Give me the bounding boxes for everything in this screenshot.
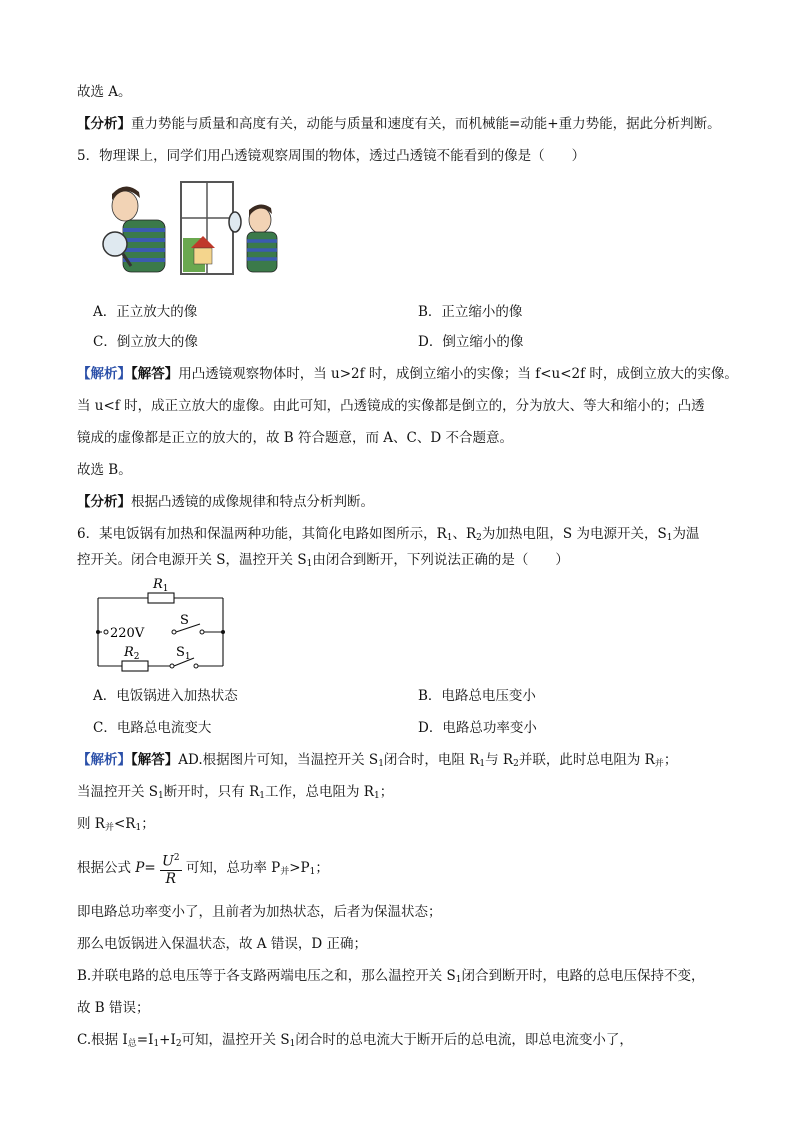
solution-6-line-6: 那么电饭锅进入保温状态，故 A 错误，D 正确； xyxy=(77,936,367,952)
solution-text: 用凸透镜观察物体时，当 u>2f 时，成倒立缩小的实像；当 f<u<2f 时，成倒立放大的实像。 xyxy=(178,366,738,382)
house-wall xyxy=(194,248,212,264)
solution-6-line-5: 即电路总功率变小了，且前者为加热状态，后者为保温状态； xyxy=(77,904,442,920)
circuit-diagram xyxy=(90,576,235,676)
label-r2: $R_2$ xyxy=(124,645,140,662)
label-s: S xyxy=(180,613,189,628)
question-5: 5．物理课上，同学们用凸透镜观察周围的物体，透过凸透镜不能看到的像是（ ） xyxy=(77,148,586,164)
boy2-shirt xyxy=(247,232,277,272)
option-6c: C．电路总电流变大 xyxy=(93,720,212,736)
analysis-tag: 【分析】 xyxy=(77,494,131,510)
option-6a: A．电饭锅进入加热状态 xyxy=(93,688,238,704)
option-5a: A．正立放大的像 xyxy=(93,304,198,320)
question-6-line-1: 6．某电饭锅有加热和保温两种功能，其简化电路如图所示，$R_1$、$R_2$为加热电阻，S 为电源开关，$S_1$为温 xyxy=(77,526,700,543)
question-6-line-2: 控开关。闭合电源开关 S，温控开关 $S_1$由闭合到断开，下列说法正确的是（ ） xyxy=(77,552,569,569)
analysis-text: 根据凸透镜的成像规律和特点分析判断。 xyxy=(131,494,374,510)
resistor-r1 xyxy=(148,593,174,603)
magnifier-lens xyxy=(103,232,127,256)
formula-p: P xyxy=(135,860,145,876)
solution-tag: 【解析】 xyxy=(77,366,131,382)
lens-illustration xyxy=(95,178,285,278)
analysis-tag: 【分析】 xyxy=(77,116,131,132)
analysis-text: 重力势能与质量和高度有关，动能与质量和速度有关，而机械能=动能+重力势能，据此分析判断。 xyxy=(131,116,721,132)
answer-line: 故选 A。 xyxy=(77,84,132,100)
option-6d: D．电路总功率变小 xyxy=(418,720,537,736)
solution-5-line-1 xyxy=(77,364,738,384)
solution-5-line-2: 当 u<f 时，成正立放大的虚像。由此可知，凸透镜成的实像都是倒立的，分为放大、等大和缩小的；凸透 xyxy=(77,398,705,414)
analysis-5 xyxy=(77,492,374,512)
label-r1: $R_1$ xyxy=(153,577,169,594)
solution-6-line-3: 则 $R_并<R_1$； xyxy=(77,816,155,833)
lens-2 xyxy=(229,212,241,232)
solution-6-line-9: C.根据 $I_总=I_1+I_2$可知，温控开关 $S_1$闭合时的总电流大于断开后的总电流，即总电流变小了， xyxy=(77,1032,633,1049)
resistor-r2 xyxy=(122,661,148,671)
solution-tag: 【解析】 xyxy=(77,752,131,768)
label-220v: 220V xyxy=(110,626,145,641)
analysis-line xyxy=(77,114,721,134)
option-5c: C．倒立放大的像 xyxy=(93,334,198,350)
solution-5-line-3: 镜成的虚像都是正立的放大的，故 B 符合题意，而 A、C、D 不合题意。 xyxy=(77,430,513,446)
answer-tag: 【解答】 xyxy=(131,752,179,768)
solution-6-line-7: B.并联电路的总电压等于各支路两端电压之和，那么温控开关 $S_1$闭合到断开时，电路的总电压保持不变， xyxy=(77,968,705,985)
label-s1: $S_1$ xyxy=(176,645,191,662)
solution-5-line-4: 故选 B。 xyxy=(77,462,132,478)
option-6b: B．电路总电压变小 xyxy=(418,688,536,704)
solution-6-line-2: 当温控开关 $S_1$断开时，只有 $R_1$工作，总电阻为 $R_1$； xyxy=(77,784,394,801)
solution-6-formula-line: 根据公式 P= $\frac{U^2}{R}$ 可知，总功率 $P_并>P_1$； xyxy=(77,850,329,890)
option-5d: D．倒立缩小的像 xyxy=(418,334,524,350)
solution-6-line-8: 故 B 错误； xyxy=(77,1000,150,1016)
terminal-left xyxy=(104,630,108,634)
option-5b: B．正立缩小的像 xyxy=(418,304,523,320)
answer-tag: 【解答】 xyxy=(131,366,179,382)
formula-fraction: $\frac{U^2}{R}$ xyxy=(160,850,182,887)
solution-6-line-1: 【解析】【解答】AD.根据图片可知，当温控开关 $S_1$闭合时，电阻 $R_1$与 $R_2$并联，此时总电阻为 $R_并$； xyxy=(77,752,678,769)
